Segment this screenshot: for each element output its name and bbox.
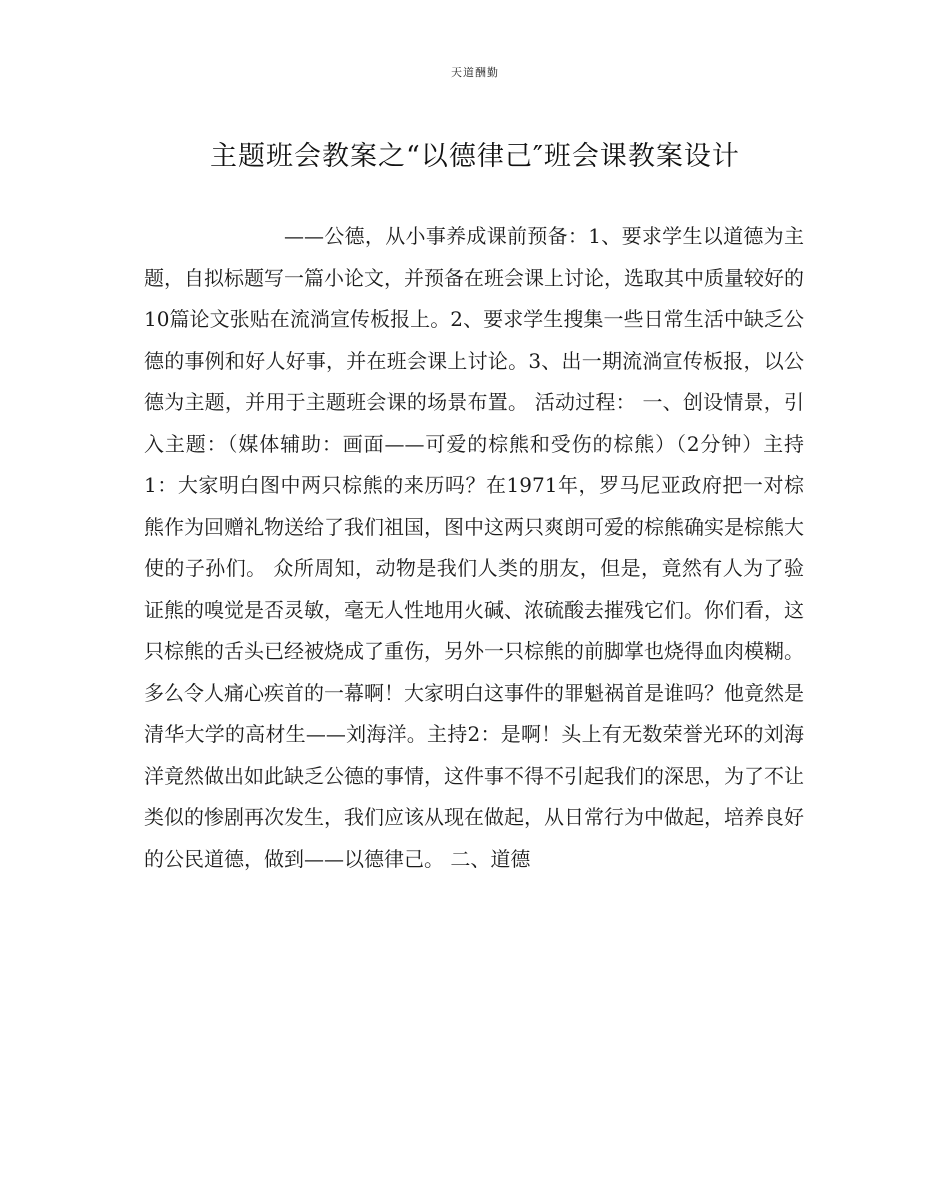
document-body [144, 216, 804, 880]
page-header: 天道酬勤 [451, 66, 499, 79]
body-paragraph: ——公德，从小事养成课前预备：1、要求学生以道德为主题，自拟标题写一篇小论文，并预备在班会课上讨论，选取其中质量较好的10篇论文张贴在流淌宣传板报上。2、要求学生搜集一些日常生活中缺乏公德的事例和好人好事，并在班会课上讨论。3、出一期流淌宣传板报，以公德为主题，并用于主题班会课的场景布置。 活动过程： 一、创设情景，引入主题：（媒体辅助：画面——可爱的棕熊和受伤的棕熊）（2分钟）主持1：大家明白图中两只棕熊的来历吗？在1971年，罗马尼亚政府把一对棕熊作为回赠礼物送给了我们祖国，图中这两只爽朗可爱的棕熊确实是棕熊大使的子孙们。 众所周知，动物是我们人类的朋友，但是，竟然有人为了验证熊的嗅觉是否灵敏，毫无人性地用火碱、浓硫酸去摧残它们。你们看，这只棕熊的舌头已经被烧成了重伤，另外一只棕熊的前脚掌也烧得血肉模糊。多么令人痛心疾首的一幕啊！大家明白这事件的罪魁祸首是谁吗？他竟然是清华大学的高材生——刘海洋。主持2：是啊！头上有无数荣誉光环的刘海洋竟然做出如此缺乏公德的事情，这件事不得不引起我们的深思，为了不让类似的惨剧再次发生，我们应该从现在做起，从日常行为中做起，培养良好的公民道德，做到——以德律己。 二、道德 [144, 224, 804, 871]
document-title: 主题班会教案之“以德律己″班会课教案设计 [210, 141, 740, 172]
